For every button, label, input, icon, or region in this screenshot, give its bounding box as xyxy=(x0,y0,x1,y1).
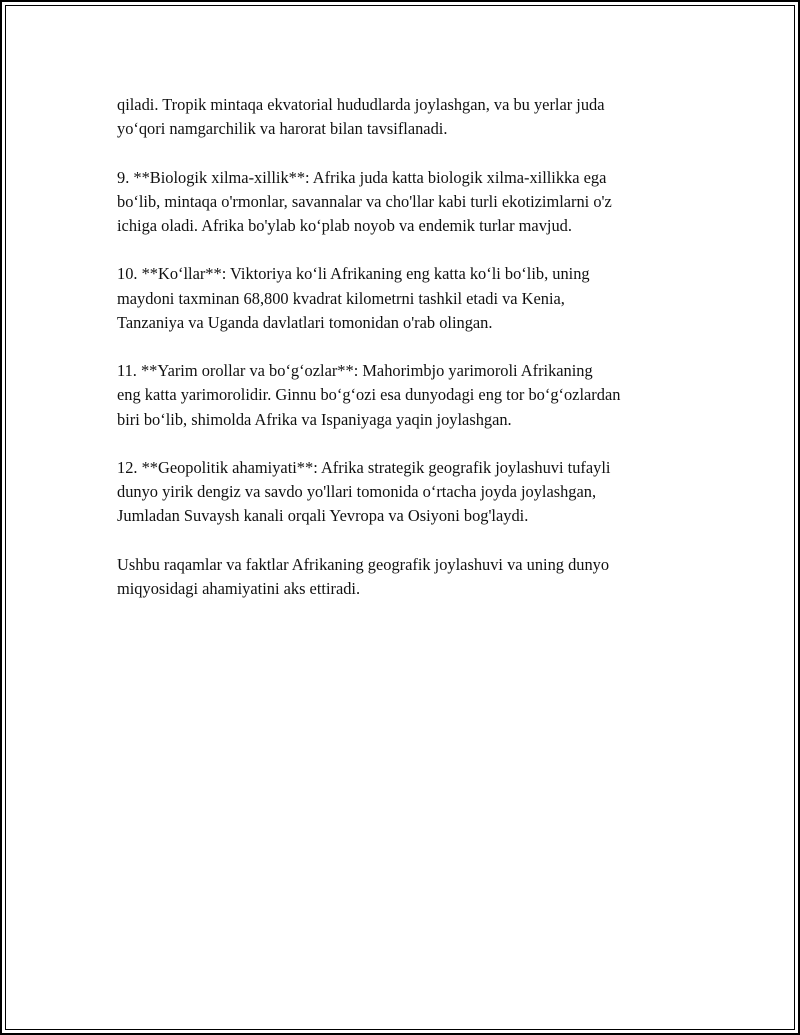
paragraph-kollar xyxy=(117,262,697,335)
text-line: bo‘lib, mintaqa o'rmonlar, savannalar va cho'llar kabi turli ekotizimlarni o'z xyxy=(117,191,612,211)
paragraph-yarim-orollar xyxy=(117,359,697,432)
paragraph-biologik-xilma-xillik xyxy=(117,166,697,239)
text-line: Jumladan Suvaysh kanali orqali Yevropa va Osiyoni bog'laydi. xyxy=(117,506,529,526)
text-line: 9. **Biologik xilma-xillik**: Afrika juda katta biologik xilma-xillikka ega xyxy=(117,167,607,187)
document-body xyxy=(117,93,697,625)
text-line: miqyosidagi ahamiyatini aks ettiradi. xyxy=(117,578,361,598)
text-line: ichiga oladi. Afrika bo'ylab ko‘plab noyob va endemik turlar mavjud. xyxy=(117,216,572,235)
text-line: biri bo‘lib, shimolda Afrika va Ispaniyaga yaqin joylashgan. xyxy=(117,409,512,429)
text-line: dunyo yirik dengiz va savdo yo'llari tomonida o‘rtacha joyda joylashgan, xyxy=(117,482,597,502)
text-line: yo‘qori namgarchilik va harorat bilan tavsiflanadi. xyxy=(117,119,448,139)
text-line: maydoni taxminan 68,800 kvadrat kilometrni tashkil etadi va Kenia, xyxy=(117,288,565,308)
text-line: 10. **Ko‘llar**: Viktoriya ko‘li Afrikaning eng katta ko‘li bo‘lib, uning xyxy=(117,264,590,284)
paragraph-xulosa xyxy=(117,553,697,601)
text-line: qiladi. Tropik mintaqa ekvatorial hududlarda joylashgan, va bu yerlar juda xyxy=(117,95,605,114)
text-line: Tanzaniya va Uganda davlatlari tomonidan o'rab olingan. xyxy=(117,312,493,332)
paragraph-tropik-mintaqa xyxy=(117,93,697,141)
text-line: 11. **Yarim orollar va bo‘g‘ozlar**: Mahorimbjo yarimoroli Afrikaning xyxy=(117,361,593,381)
text-line: Ushbu raqamlar va faktlar Afrikaning geografik joylashuvi va uning dunyo xyxy=(117,554,610,574)
text-line: eng katta yarimorolidir. Ginnu bo‘g‘ozi esa dunyodagi eng tor bo‘g‘ozlardan xyxy=(117,385,621,405)
paragraph-geopolitik-ahamiyati xyxy=(117,456,697,529)
text-line: 12. **Geopolitik ahamiyati**: Afrika strategik geografik joylashuvi tufayli xyxy=(117,457,611,477)
